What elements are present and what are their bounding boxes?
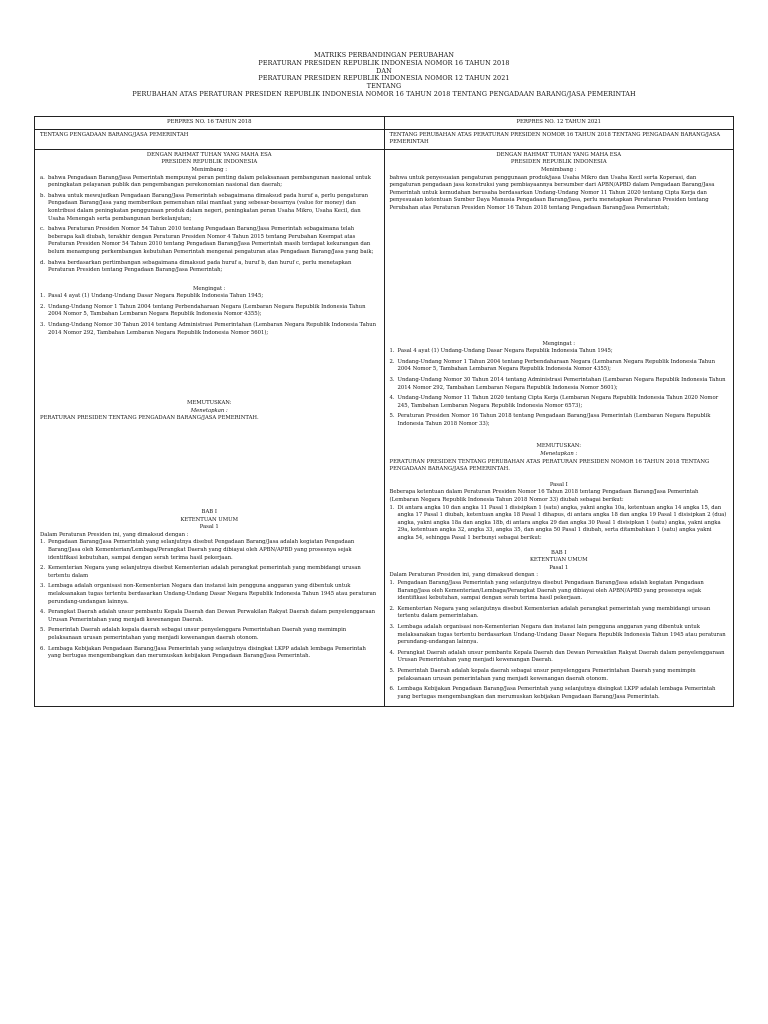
item-text: Peraturan Presiden Nomor 16 Tahun 2018 tentang Pengadaan Barang/Jasa Pemerintah (Lembaran Negara Republik Indonesia Tahun 2018 Nomor 33); <box>397 413 711 427</box>
item-marker: 2. <box>40 303 46 310</box>
left-menetapkan-text: PERATURAN PRESIDEN TENTANG PENGADAAN BARANG/JASA PEMERINTAH. <box>40 415 259 422</box>
item-marker: 5. <box>389 413 395 420</box>
right-menimbang-text: bahwa untuk penyesuaian pengaturan penggunaan produk/jasa Usaha Mikro dan Usaha Kecil serta Koperasi, dan pengaturan pengadaan jasa konstruksi yang pembiayaannya bersumber dari APBN/APBD dalam Pengadaan Barang/Jasa Pemerintah untuk kemudahan berusaha berdasarkan Undang-Undang Nomor 11 Tahun 2020 tentang Cipta Kerja dan penyesuaian ketentuan Sumber Daya Manusia Pengadaan Barang/Jasa, perlu menetapkan Peraturan Presiden tentang Perubahan atas Peraturan Presiden Nomor 16 Tahun 2018 tentang Pengadaan Barang/Jasa Pemerintah; <box>389 174 715 211</box>
item-marker: 5. <box>389 667 395 674</box>
left-preamble-2: PRESIDEN REPUBLIK INDONESIA <box>161 159 258 166</box>
right-preamble-1: DENGAN RAHMAT TUHAN YANG MAHA ESA <box>496 151 622 158</box>
left-bab-title: KETENTUAN UMUM <box>180 516 239 523</box>
right-pasal-i-intro: Beberapa ketentuan dalam Peraturan Presiden Nomor 16 Tahun 2018 tentang Pengadaan Barang/Jasa Pemerintah (Lembaran Negara Republik Indonesia Tahun 2018 Nomor 33) diubah sebagai berikut: <box>389 489 699 504</box>
item-text: Pemerintah Daerah adalah kepala daerah sebagai unsur penyelenggara Pemerintahan Daerah yang memimpin pelaksanaan urusan pemerintahan yang menjadi kewenangan daerah otonom. <box>48 627 347 641</box>
header-line-3: DAN <box>376 66 392 75</box>
item-marker: 6. <box>40 645 46 652</box>
left-memutuskan: MEMUTUSKAN: <box>186 400 232 407</box>
item-marker: d. <box>40 259 46 266</box>
item-text: Lembaga adalah organisasi non-Kementerian Negara dan instansi lain pengguna anggaran yang dibentuk untuk melaksanakan tugas tertentu berdasarkan Undang-Undang Dasar Negara Republik Indonesia Tahun 1945 atau peraturan perundang-undangan lainnya. <box>48 583 377 605</box>
list-item <box>390 650 729 665</box>
left-menetapkan: Menetapkan : <box>190 407 228 414</box>
item-marker: 2. <box>389 605 395 612</box>
header-line-6: PERUBAHAN ATAS PERATURAN PRESIDEN REPUBLIK INDONESIA NOMOR 16 TAHUN 2018 TENTANG PENGADAAN BARANG/JASA PEMERINTAH <box>132 89 636 98</box>
list-item <box>390 359 729 374</box>
item-text: Undang-Undang Nomor 11 Tahun 2020 tentang Cipta Kerja (Lembaran Negara Republik Indonesia Tahun 2020 Nomor 245, Tambahan Lembaran Negara Republik Indonesia Nomor 6573); <box>397 395 719 409</box>
item-text: Perangkat Daerah adalah unsur pembantu Kepala Daerah dan Dewan Perwakilan Rakyat Daerah dalam penyelenggaraan Urusan Pemerintahan yang menjadi kewenangan Daerah. <box>397 649 725 664</box>
list-item <box>40 539 379 562</box>
item-marker: a. <box>40 174 45 181</box>
comparison-table <box>34 116 734 707</box>
item-marker: 3. <box>40 322 46 329</box>
right-memutuskan: MEMUTUSKAN: <box>536 443 582 450</box>
item-marker: 4. <box>389 395 395 402</box>
list-item <box>390 668 729 683</box>
header-line-5: TENTANG <box>366 82 402 91</box>
item-text: Pengadaan Barang/Jasa Pemerintah yang selanjutnya disebut Pengadaan Barang/Jasa adalah kegiatan Pengadaan Barang/Jasa oleh Kementerian/Lembaga/Perangkat Daerah yang dibiayai oleh APBN/APBD yang prosesnya sejak identifikasi kebutuhan, sampai dengan serah terima hasil pekerjaan. <box>48 539 355 561</box>
item-text: Pemerintah Daerah adalah kepala daerah sebagai unsur penyelenggara Pemerintahan Daerah yang memimpin pelaksanaan urusan pemerintahan yang menjadi kewenangan daerah otonom. <box>397 667 696 682</box>
list-item <box>40 609 379 624</box>
item-marker: 6. <box>389 686 395 693</box>
left-pasal: Pasal 1 <box>199 524 219 531</box>
item-marker: 3. <box>40 583 46 590</box>
right-pasal-intro: Dalam Peraturan Presiden ini, yang dimaksud dengan : <box>389 572 539 579</box>
list-item <box>390 624 729 647</box>
list-item <box>40 175 379 190</box>
list-item <box>40 304 379 319</box>
list-item <box>40 627 379 642</box>
list-item <box>40 322 379 337</box>
left-column-title <box>35 117 385 130</box>
item-marker: c. <box>40 226 45 233</box>
header-line-2: PERATURAN PRESIDEN REPUBLIK INDONESIA NOMOR 16 TAHUN 2018 <box>258 58 510 67</box>
right-definitions-list <box>390 580 729 701</box>
item-text: Kementerian Negara yang selanjutnya disebut Kementerian adalah perangkat pemerintah yang membidangi urusan tertentu dalam <box>48 565 361 579</box>
list-item <box>40 193 379 223</box>
list-item <box>40 565 379 580</box>
left-definitions-list <box>40 539 379 660</box>
item-marker: 2. <box>389 358 395 365</box>
right-pasal-i: Pasal I <box>549 481 568 488</box>
item-text: Pasal 4 ayat (1) Undang-Undang Dasar Negara Republik Indonesia Tahun 1945; <box>48 293 264 300</box>
item-text: bahwa berdasarkan pertimbangan sebagaimana dimaksud pada huruf a, huruf b, dan huruf c, perlu menetapkan Peraturan Presiden tentang Pengadaan Barang/Jasa Pemerintah; <box>48 259 352 274</box>
item-text: Lembaga adalah organisasi non-Kementerian Negara dan instansi lain pengguna anggaran yang dibentuk untuk melaksanakan tugas tertentu berdasarkan Undang-Undang Dasar Negara Republik Indonesia Tahun 1945 atau peraturan perundang-undangan lainnya. <box>397 623 726 646</box>
item-text: bahwa Pengadaan Barang/Jasa Pemerintah mempunyai peran penting dalam pelaksanaan pembangunan nasional untuk peningkatan pelayanan publik dan pengembangan perekonomian nasional dan daerah; <box>48 174 371 189</box>
list-item <box>40 583 379 606</box>
document-header <box>0 52 768 99</box>
header-line-4: PERATURAN PRESIDEN REPUBLIK INDONESIA NOMOR 12 TAHUN 2021 <box>258 74 510 83</box>
item-text: Pengadaan Barang/Jasa Pemerintah yang selanjutnya disebut Pengadaan Barang/Jasa adalah kegiatan Pengadaan Barang/Jasa oleh Kementerian/Lembaga/Perangkat Daerah yang dibiayai oleh APBN/APBD yang prosesnya sejak identifikasi kebutuhan, sampai dengan serah terima hasil pekerjaan. <box>397 579 704 602</box>
right-bab: BAB I <box>551 549 567 556</box>
item-text: Undang-Undang Nomor 1 Tahun 2004 tentang Perbendaharaan Negara (Lembaran Negara Republik Indonesia Tahun 2004 Nomor 5, Tambahan Lembaran Negara Republik Indonesia Nomor 4355); <box>48 303 366 318</box>
item-text: Undang-Undang Nomor 1 Tahun 2004 tentang Perbendaharaan Negara (Lembaran Negara Republik Indonesia Tahun 2004 Nomor 5, Tambahan Lembaran Negara Republik Indonesia Nomor 4355); <box>397 358 715 373</box>
left-menimbang-list <box>40 175 379 275</box>
item-marker: 3. <box>389 623 395 630</box>
item-marker: 4. <box>389 649 395 656</box>
list-item <box>40 646 379 661</box>
table-body-row <box>35 149 734 707</box>
list-item <box>390 377 729 392</box>
item-text: Di antara angka 10 dan angka 11 Pasal 1 disisipkan 1 (satu) angka, yakni angka 10a, ketentuan angka 14 angka 15, dan angka 17 Pasal 1 diubah, ketentuan angka 18 Pasal 1 dihapus, di antara angka 18 dan angka 19 Pasal 1 disisipkan 2 (dua) angka, yakni angka 18a dan angka 18b, di antara angka 29 dan angka 30 Pasal 1 disisipkan 1 (satu) angka, yakni angka 29a, ketentuan angka 32, angka 33, angka 35, dan angka 50 Pasal 1 diubah, serta ditambahkan 1 (satu) angka yakni angka 54, sehingga Pasal 1 berbunyi sebagai berikut: <box>397 504 727 541</box>
list-item <box>40 226 379 256</box>
item-text: Kementerian Negara yang selanjutnya disebut Kementerian adalah perangkat pemerintah yang membidangi urusan tertentu dalam pemerintahan. <box>397 605 711 620</box>
item-marker: 3. <box>389 376 395 383</box>
list-item <box>390 395 729 410</box>
right-col-subtitle: TENTANG PERUBAHAN ATAS PERATURAN PRESIDEN NOMOR 16 TAHUN 2018 TENTANG PENGADAAN BARANG/JASA PEMERINTAH <box>389 131 721 146</box>
table-subtitle-row <box>35 129 734 149</box>
right-pasal: Pasal 1 <box>549 564 569 571</box>
left-col-title: PERPRES NO. 16 TAHUN 2018 <box>166 119 252 125</box>
right-menetapkan-text: PERATURAN PRESIDEN TENTANG PERUBAHAN ATAS PERATURAN PRESIDEN NOMOR 16 TAHUN 2018 TENTANG PENGADAAN BARANG/JASA PEMERINTAH. <box>389 458 710 473</box>
item-marker: b. <box>40 192 46 199</box>
item-marker: 1. <box>389 579 395 586</box>
right-column-title <box>384 117 734 130</box>
list-item <box>390 606 729 621</box>
item-text: bahwa untuk mewujudkan Pengadaan Barang/Jasa Pemerintah sebagaimana dimaksud pada huruf a, perlu pengaturan Pengadaan Barang/Jasa yang memberikan pemenuhan nilai manfaat yang sebesar-besarnya (value for money) dan kontribusi dalam peningkatan penggunaan produk dalam negeri, peningkatan peran Usaha Mikro, Usaha Kecil, dan Usaha Menengah serta pembangunan berkelanjutan; <box>48 192 369 222</box>
left-column-body <box>35 149 385 707</box>
list-item <box>390 505 729 543</box>
item-text: Perangkat Daerah adalah unsur pembantu Kepala Daerah dan Dewan Perwakilan Rakyat Daerah dalam penyelenggaraan Urusan Pemerintahan yang menjadi kewenangan Daerah. <box>48 609 376 623</box>
right-mengingat-list <box>390 348 729 428</box>
right-column-body <box>384 149 734 707</box>
left-mengingat-list <box>40 293 379 337</box>
right-menimbang-label: Menimbang : <box>540 166 577 173</box>
item-marker: 5. <box>40 627 46 634</box>
right-menetapkan: Menetapkan : <box>540 451 578 458</box>
left-preamble-1: DENGAN RAHMAT TUHAN YANG MAHA ESA <box>146 151 272 158</box>
item-text: Undang-Undang Nomor 30 Tahun 2014 tentang Administrasi Pemerintahan (Lembaran Negara Republik Indonesia Tahun 2014 Nomor 292, Tambahan Lembaran Negara Republik Indonesia Nomor 5601); <box>48 322 377 336</box>
item-marker: 1. <box>40 539 46 546</box>
list-item <box>390 413 729 428</box>
item-marker: 2. <box>40 565 46 572</box>
right-mengingat-label: Mengingat : <box>542 340 576 347</box>
item-text: Lembaga Kebijakan Pengadaan Barang/Jasa Pemerintah yang selanjutnya disingkat LKPP adalah lembaga Pemerintah yang bertugas mengembangkan dan merumuskan kebijakan Pengadaan Barang/Jasa Pemerintah. <box>397 686 716 700</box>
table-title-row <box>35 117 734 130</box>
left-col-subtitle: TENTANG PENGADAAN BARANG/JASA PEMERINTAH <box>40 131 189 138</box>
right-col-title: PERPRES NO. 12 TAHUN 2021 <box>516 119 602 125</box>
left-bab: BAB I <box>201 509 217 516</box>
list-item <box>390 686 729 701</box>
item-marker: 1. <box>389 504 395 511</box>
list-item <box>40 260 379 275</box>
right-column-subtitle <box>384 129 734 149</box>
item-marker: 4. <box>40 609 46 616</box>
right-preamble-2: PRESIDEN REPUBLIK INDONESIA <box>510 159 607 166</box>
right-bab-title: KETENTUAN UMUM <box>529 557 588 564</box>
header-line-1: MATRIKS PERBANDINGAN PERUBAHAN <box>313 51 455 59</box>
item-marker: 1. <box>40 293 46 300</box>
item-text: bahwa Peraturan Presiden Nomor 54 Tahun 2010 tentang Pengadaan Barang/Jasa Pemerintah sebagaimana telah beberapa kali diubah, terakhir dengan Peraturan Presiden Nomor 4 Tahun 2015 tentang Perubahan Keempat atas Peraturan Presiden Nomor 54 Tahun 2010 tentang Pengadaan Barang/Jasa Pemerintah masih terdapat kekurangan dan belum menampung perkembangan kebutuhan Pemerintah mengenai pengaturan atas Pengadaan Barang/Jasa yang baik; <box>48 226 374 255</box>
item-text: Undang-Undang Nomor 30 Tahun 2014 tentang Administrasi Pemerintahan (Lembaran Negara Republik Indonesia Tahun 2014 Nomor 292, Tambahan Lembaran Negara Republik Indonesia Nomor 5601); <box>397 376 726 391</box>
item-marker: 1. <box>389 348 395 355</box>
left-mengingat-label: Mengingat : <box>192 285 226 292</box>
list-item <box>40 293 379 301</box>
list-item <box>390 348 729 356</box>
list-item <box>390 580 729 603</box>
item-text: Pasal 4 ayat (1) Undang-Undang Dasar Negara Republik Indonesia Tahun 1945; <box>397 348 613 355</box>
left-menimbang-label: Menimbang : <box>191 166 227 173</box>
item-text: Lembaga Kebijakan Pengadaan Barang/Jasa Pemerintah yang selanjutnya disingkat LKPP adalah lembaga Pemerintah yang bertugas mengembangkan dan merumuskan kebijakan Pengadaan Barang/Jasa Pemerintah. <box>48 645 366 660</box>
left-column-subtitle <box>35 129 385 149</box>
left-pasal-intro: Dalam Peraturan Presiden ini, yang dimaksud dengan : <box>40 531 189 538</box>
